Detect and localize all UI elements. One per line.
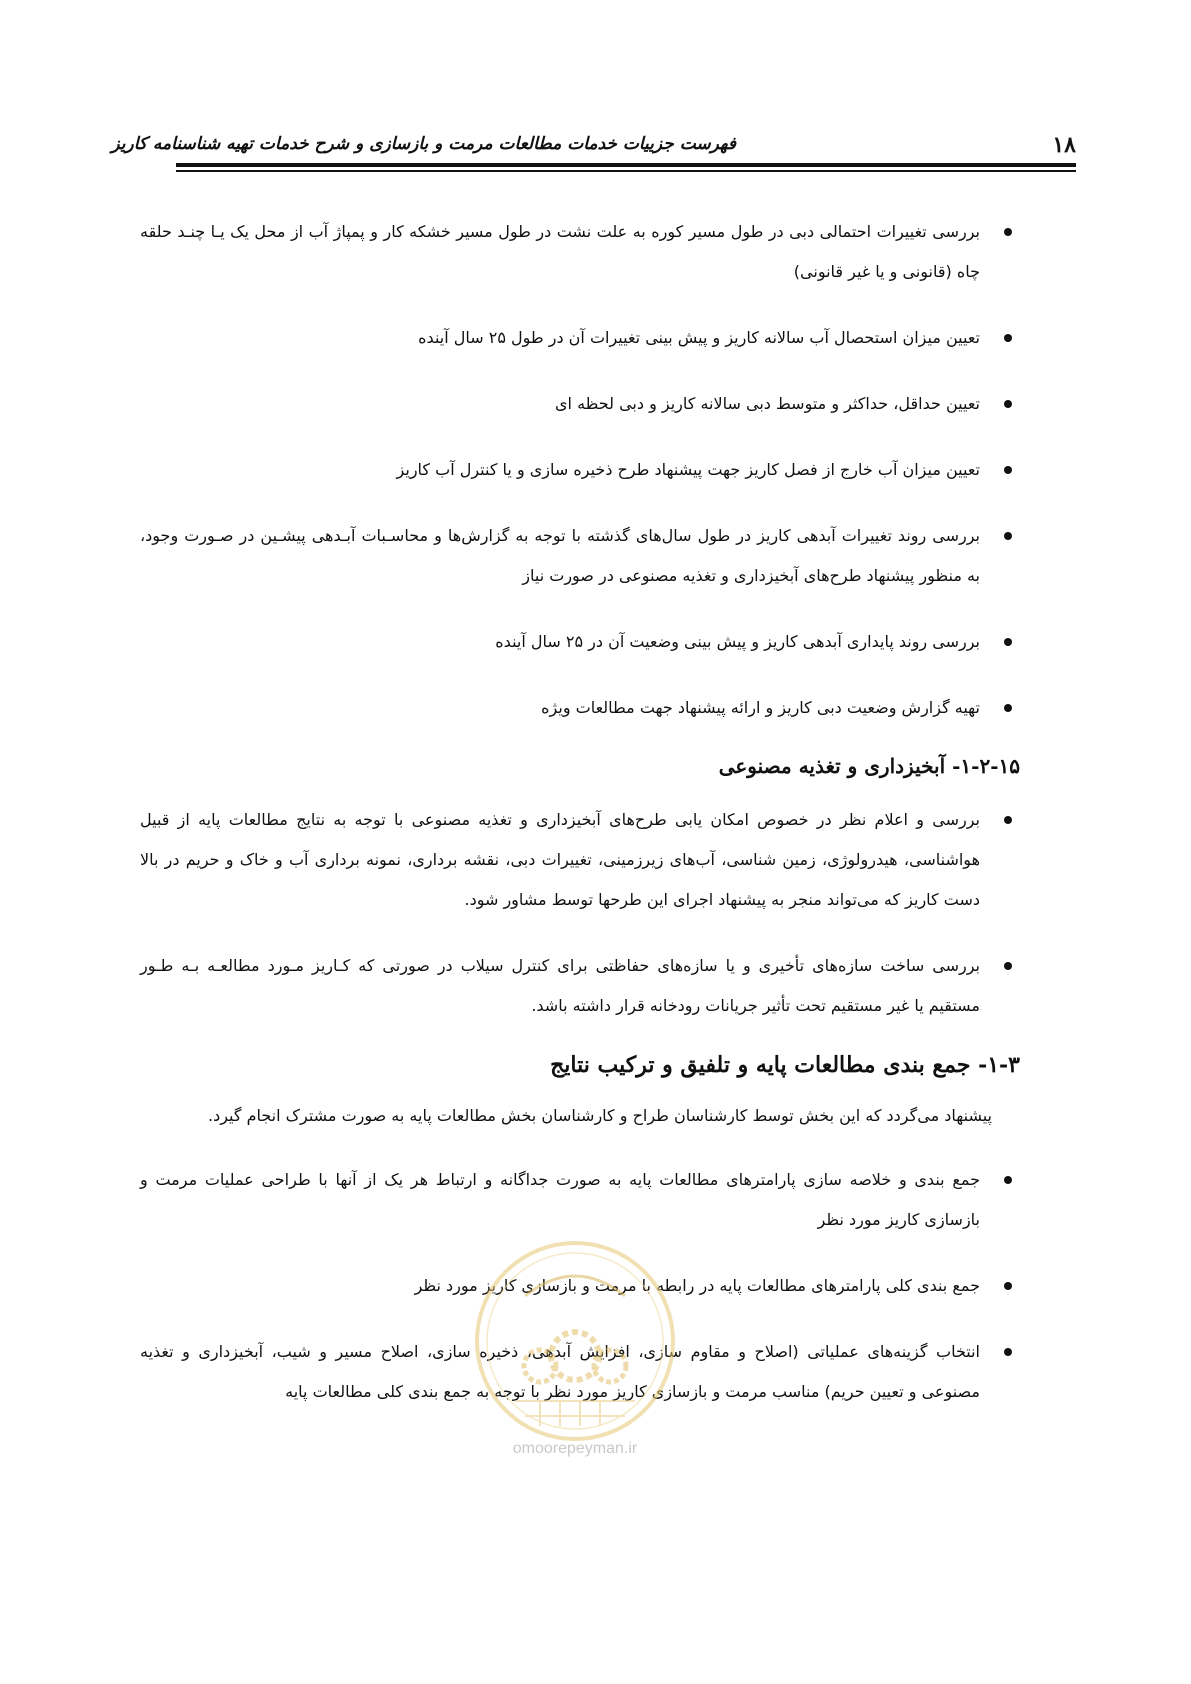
bullet-icon	[1004, 1348, 1012, 1356]
header-rule-thin	[176, 170, 1076, 172]
page-number: ۱۸	[1052, 132, 1076, 158]
bullet-icon	[1004, 816, 1012, 824]
list-item-text: بررسی روند تغییرات آبدهی کاریز در طول سال‌های گذشته با توجه به گزارش‌ها و محاسـبات آبـدهی پیشـین در صـورت وجود، به منظور پیشنهاد طرح‌های آبخیزداری و تغذیه مصنوعی در صورت نیاز	[140, 526, 980, 585]
bullet-icon	[1004, 704, 1012, 712]
list-item	[140, 946, 1020, 1026]
bullet-list-flow	[140, 212, 1020, 728]
header-rule-thick	[176, 163, 1076, 167]
list-item	[140, 622, 1020, 662]
list-item-text: تهیه گزارش وضعیت دبی کاریز و ارائه پیشنهاد جهت مطالعات ویژه	[541, 698, 980, 717]
list-item-text: بررسی ساخت سازه‌های تأخیری و یا سازه‌های حفاظتی برای کنترل سیلاب در صورتی که کـاریز مـورد مطالعـه بـه طـور مستقیم یا غیر مستقیم تحت تأثیر جریانات رودخانه قرار داشته باشد.	[140, 956, 980, 1015]
section-intro: پیشنهاد می‌گردد که این بخش توسط کارشناسان طراح و کارشناسان بخش مطالعات پایه به صورت مشترک انجام گیرد.	[208, 1106, 992, 1125]
list-item	[140, 318, 1020, 358]
list-item-text: بررسی و اعلام نظر در خصوص امکان یابی طرح‌های آبخیزداری و تغذیه مصنوعی با توجه به نتایج مطالعات پایه از قبیل هواشناسی، هیدرولوژی، زمین شناسی، آب‌های زیرزمینی، تغییرات دبی، نقشه برداری، نمونه برداری آب و خاک و حریم در بالا دست کاریز که می‌تواند منجر به پیشنهاد اجرای این طرحها توسط مشاور شود.	[140, 810, 980, 909]
list-item-text: بررسی روند پایداری آبدهی کاریز و پیش بینی وضعیت آن در ۲۵ سال آینده	[495, 632, 980, 651]
bullet-list-watershed	[140, 800, 1020, 1026]
list-item	[140, 212, 1020, 292]
list-item-text: جمع بندی کلی پارامترهای مطالعات پایه در رابطه با مرمت و بازسازی کاریز مورد نظر	[414, 1276, 980, 1295]
list-item	[140, 688, 1020, 728]
list-item-text: تعیین میزان آب خارج از فصل کاریز جهت پیشنهاد طرح ذخیره سازی و یا کنترل آب کاریز	[396, 460, 980, 479]
list-item-text: جمع بندی و خلاصه سازی پارامترهای مطالعات پایه به صورت جداگانه و ارتباط هر یک از آنها با طراحی عملیات مرمت و بازسازی کاریز مورد نظر	[140, 1170, 980, 1229]
document-title: فهرست جزییات خدمات مطالعات مرمت و بازسازی و شرح خدمات تهیه شناسنامه کاریز	[111, 134, 736, 154]
list-item	[140, 450, 1020, 490]
bullet-icon	[1004, 962, 1012, 970]
list-item-text: تعیین میزان استحصال آب سالانه کاریز و پیش بینی تغییرات آن در طول ۲۵ سال آینده	[418, 328, 980, 347]
page-content	[140, 212, 1020, 1438]
list-item	[140, 384, 1020, 424]
bullet-icon	[1004, 466, 1012, 474]
list-item-text: انتخاب گزینه‌های عملیاتی (اصلاح و مقاوم سازی، افزایش آبدهی، ذخیره سازی، اصلاح مسیر و شیب، آبخیزداری و تغذیه مصنوعی و تعیین حریم) مناسب مرمت و بازسازی کاریز مورد نظر با توجه به جمع بندی کلی مطالعات پایه	[140, 1342, 980, 1401]
list-item-text: بررسی تغییرات احتمالی دبی در طول مسیر کوره به علت نشت در طول مسیر خشکه کار و پمپاژ آب از محل یک یـا چنـد حلقه چاه (قانونی و یا غیر قانونی)	[140, 222, 980, 281]
bullet-icon	[1004, 400, 1012, 408]
list-item-text: تعیین حداقل، حداکثر و متوسط دبی سالانه کاریز و دبی لحظه ای	[555, 394, 980, 413]
bullet-icon	[1004, 228, 1012, 236]
subsection-heading: ۱-۲-۱۵- آبخیزداری و تغذیه مصنوعی	[718, 754, 1020, 778]
bullet-icon	[1004, 1176, 1012, 1184]
bullet-icon	[1004, 334, 1012, 342]
bullet-icon	[1004, 532, 1012, 540]
bullet-list-summary	[140, 1160, 1020, 1412]
list-item	[140, 1332, 1020, 1412]
list-item	[140, 800, 1020, 920]
list-item	[140, 1160, 1020, 1240]
bullet-icon	[1004, 1282, 1012, 1290]
list-item	[140, 516, 1020, 596]
watermark-url: omoorepeyman.ir	[512, 1440, 638, 1457]
section-heading: ۱-۳- جمع بندی مطالعات پایه و تلفیق و ترکیب نتایج	[550, 1052, 1020, 1078]
list-item	[140, 1266, 1020, 1306]
page-header	[111, 126, 1076, 166]
bullet-icon	[1004, 638, 1012, 646]
